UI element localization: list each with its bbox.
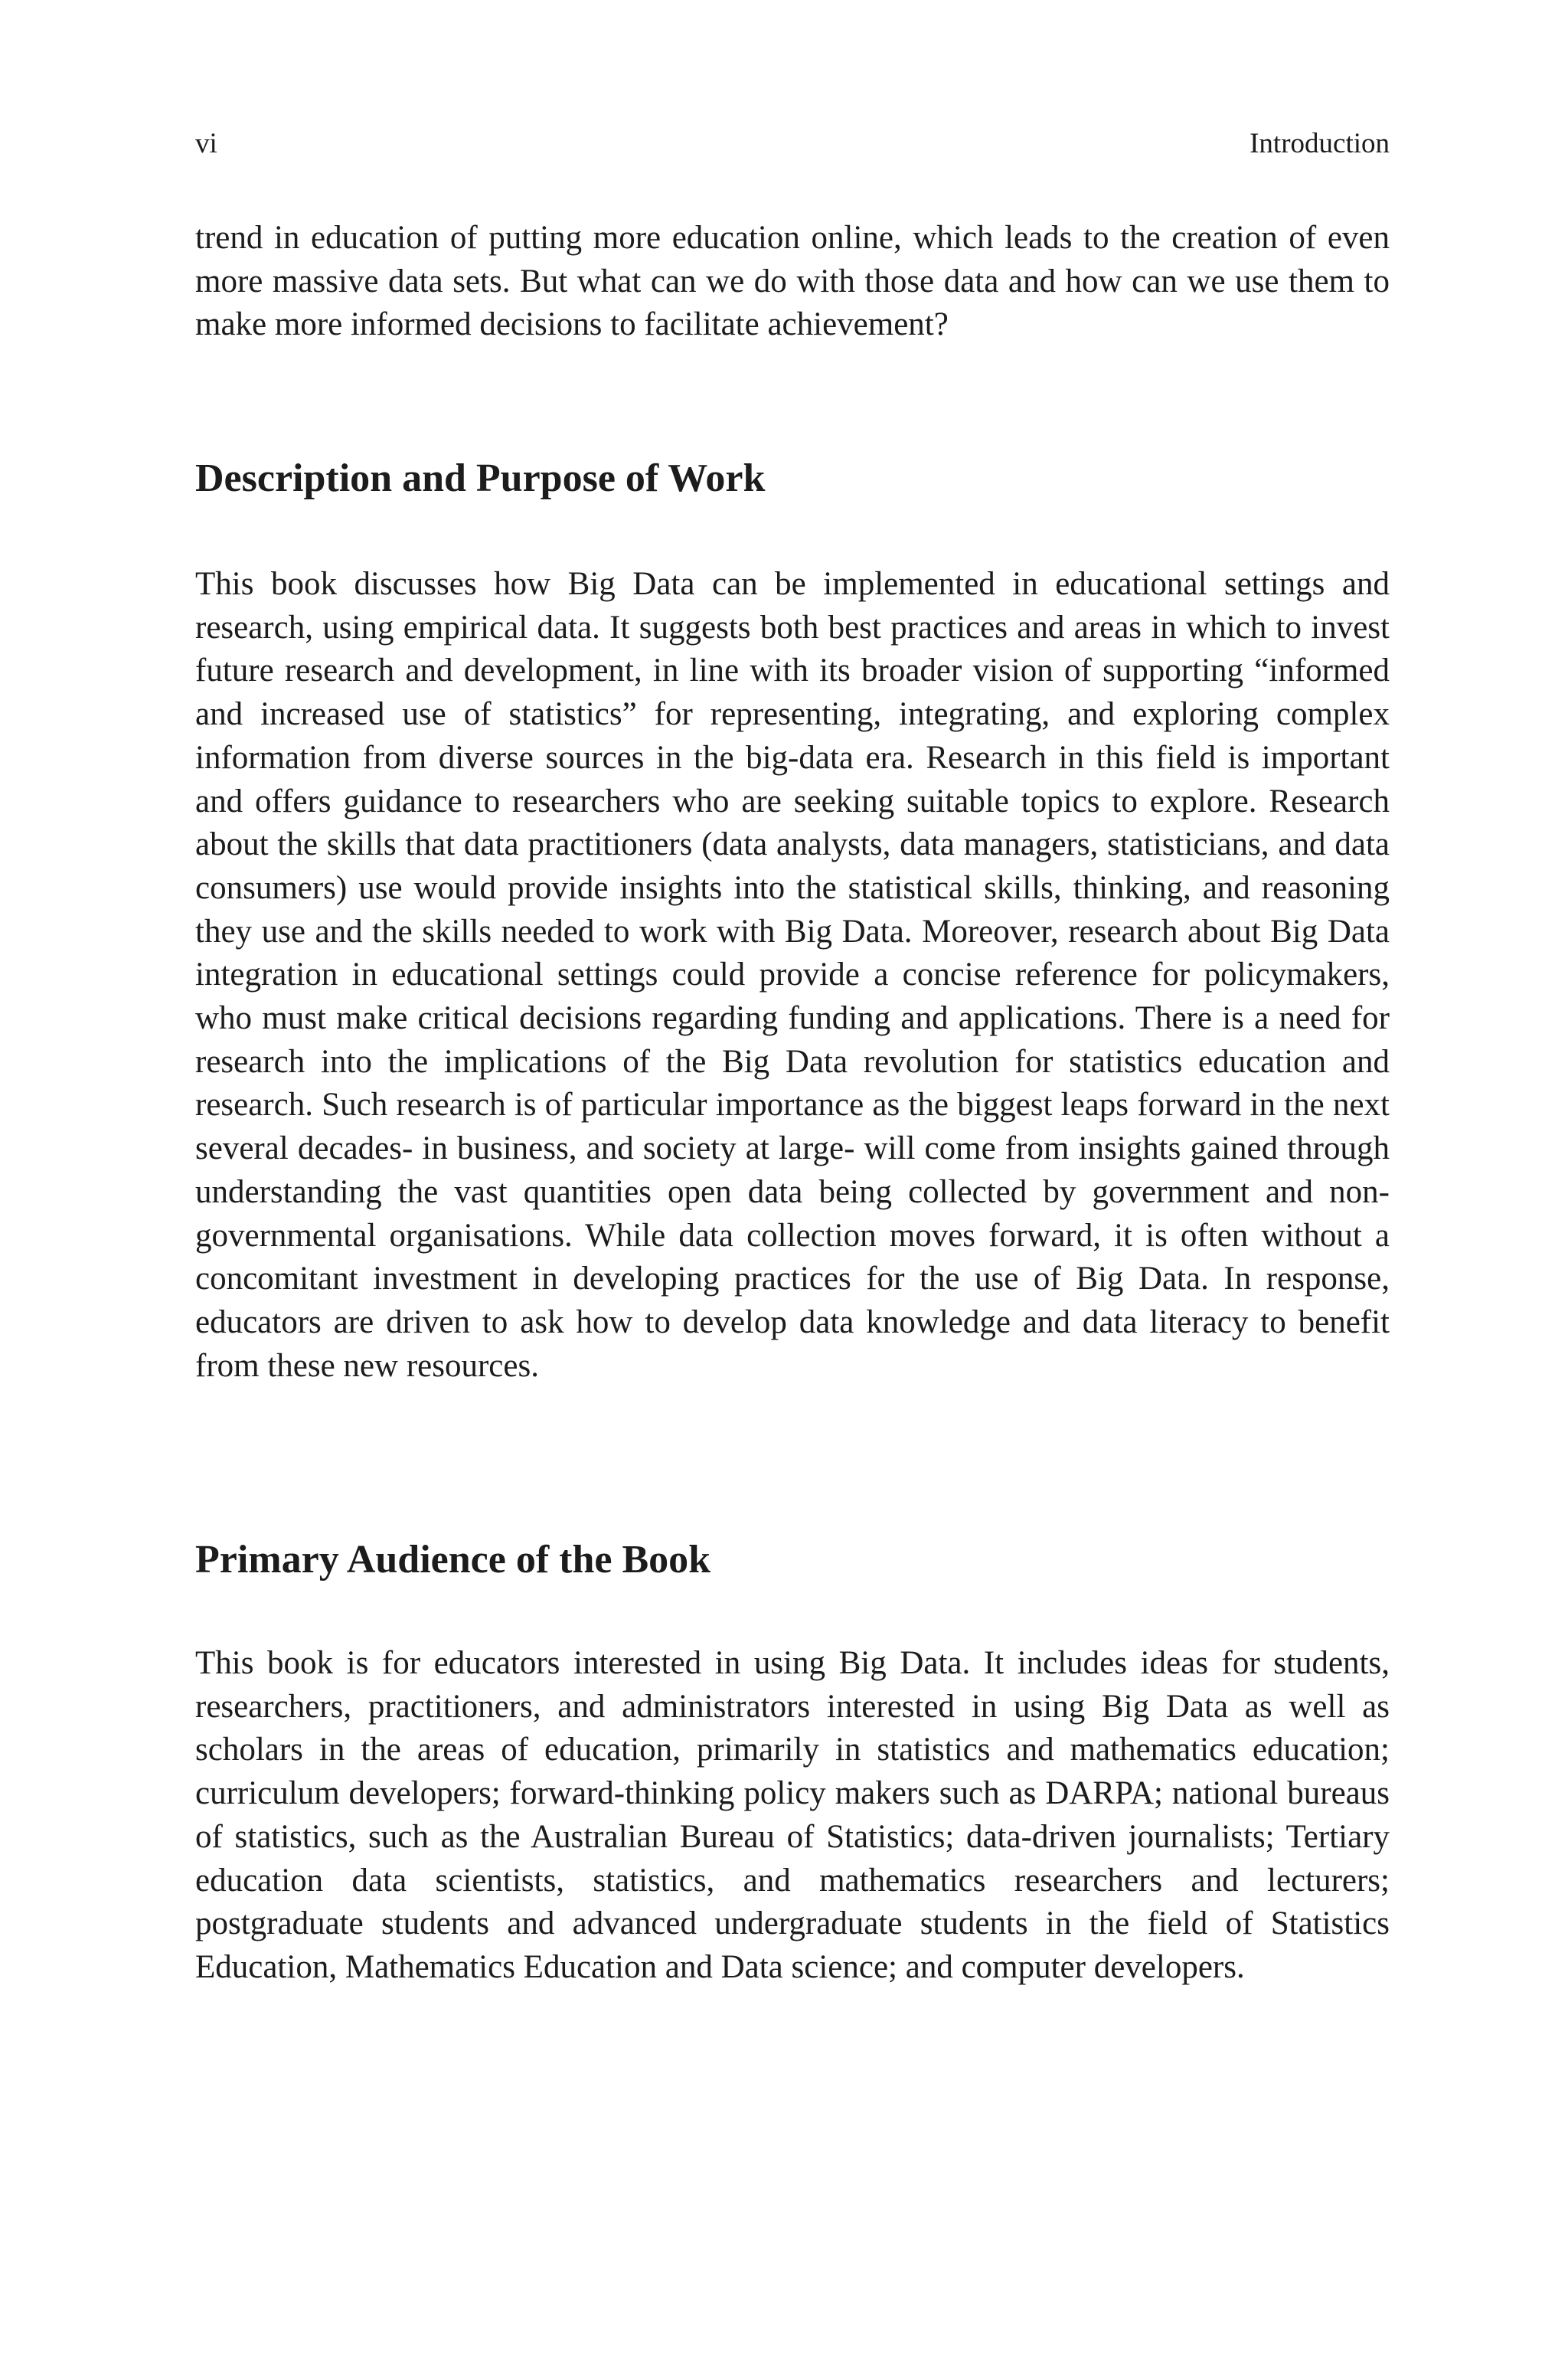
- book-page: [195, 0, 1390, 2378]
- section-heading-audience: Primary Audience of the Book: [195, 1538, 711, 1582]
- running-title: Introduction: [1250, 128, 1390, 159]
- section-heading-description: Description and Purpose of Work: [195, 456, 766, 500]
- running-head: [195, 125, 1390, 163]
- section-body-description: This book discusses how Big Data can be implemented in educational settings and research, using empirical data. It suggests both best practices and areas in which to invest future research and development, in line with its broader vision of supporting “informed and increased use of statistics” for representing, integrating, and exploring complex information from diverse sources in the big-data era. Research in this field is important and offers guidance to researchers who are seeking suitable topics to explore. Research about the skills that data practitioners (data analysts, data managers, statisticians, and data consumers) use would provide insights into the statistical skills, thinking, and reasoning they use and the skills needed to work with Big Data. Moreover, research about Big Data integration in educational settings could provide a concise reference for policymakers, who must make critical decisions regarding funding and applications. There is a need for research into the implications of the Big Data revolution for statistics education and research. Such research is of particular importance as the biggest leaps forward in the next several decades- in business, and society at large- will come from insights gained through understanding the vast quantities open data being collected by government and non-governmental organisations. While data collection moves forward, it is often without a concomitant investment in developing practices for the use of Big Data. In response, educators are driven to ask how to develop data knowledge and data literacy to benefit from these new resources.: [195, 566, 1390, 1384]
- page-number: vi: [195, 128, 217, 159]
- section-body-audience: This book is for educators interested in using Big Data. It includes ideas for students, researchers, practitioners, and administrators interested in using Big Data as well as scholars in the areas of education, primarily in statistics and mathematics education; curriculum developers; forward-thinking policy makers such as DARPA; national bureaus of statistics, such as the Australian Bureau of Statistics; data-driven journalists; Tertiary education data scientists, statistics, and mathematics researchers and lecturers; postgraduate students and advanced undergraduate students in the field of Statistics Education, Mathematics Education and Data science; and computer developers.: [195, 1645, 1390, 1985]
- intro-paragraph: trend in education of putting more education online, which leads to the creation of even more massive data sets. But what can we do with those data and how can we use them to make more informed decisions to facilitate achievement?: [195, 220, 1390, 343]
